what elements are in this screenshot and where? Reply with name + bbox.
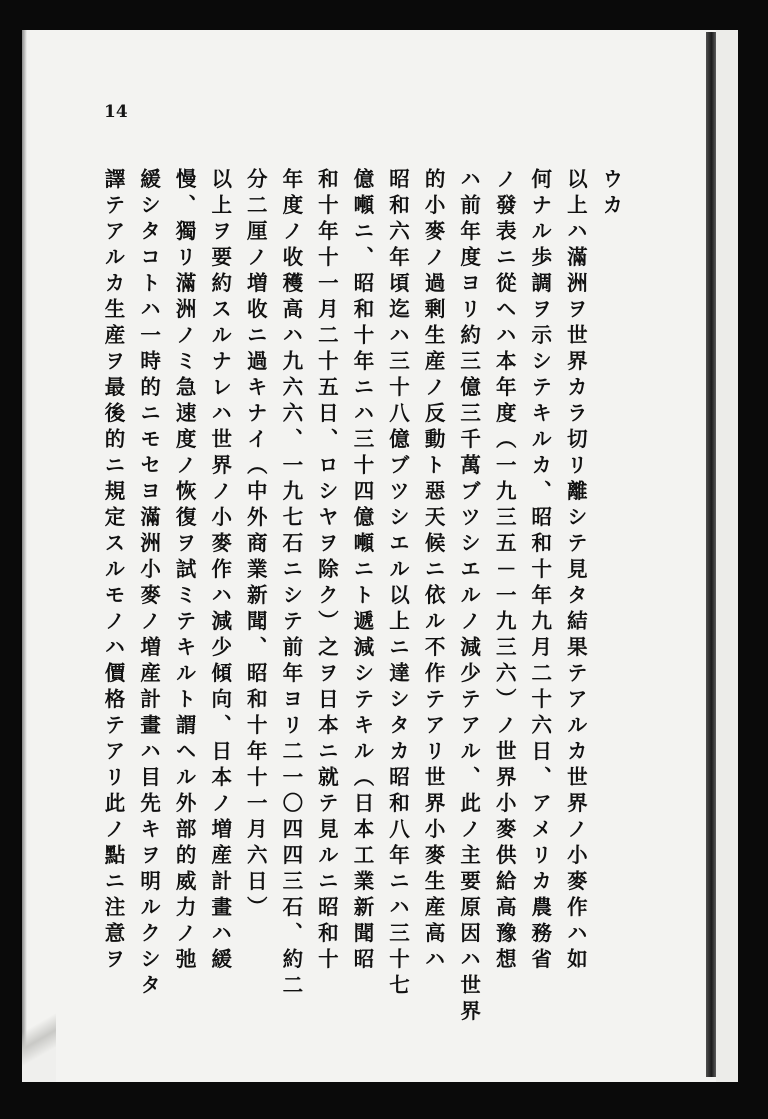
text-column-8: 億噸ニ、昭和十年ニハ三十四億噸ニト遞減シテキル（日本工業新聞昭 bbox=[349, 168, 374, 974]
vertical-text-body bbox=[101, 168, 623, 1026]
page-fold-corner bbox=[22, 986, 56, 1082]
text-column-4: ノ發表ニ從ヘハ本年度（一九三五－一九三六）ノ世界小麥供給高豫想 bbox=[492, 168, 517, 974]
page-left-edge-shadow bbox=[22, 30, 27, 1082]
page-number: 14 bbox=[104, 102, 128, 122]
text-column-2: 以上ハ滿洲ヲ世界カラ切リ離シテ見タ結果テアルカ世界ノ小麥作ハ如 bbox=[563, 168, 588, 974]
page-binding-edge bbox=[706, 32, 716, 1077]
text-column-12: 以上ヲ要約スルナレハ世界ノ小麥作ハ減少傾向、日本ノ増産計畫ハ緩 bbox=[207, 168, 232, 974]
text-column-14: 緩シタコトハ一時的ニモセヨ滿洲小麥ノ増産計畫ハ目先キヲ明ルクシタ bbox=[136, 168, 161, 1000]
text-column-10: 年度ノ收穫高ハ九六六、一九七石ニシテ前年ヨリ二一〇四四三石、約二 bbox=[278, 168, 303, 1000]
text-column-3: 何ナル歩調ヲ示シテキルカ、昭和十年九月二十六日、アメリカ農務省 bbox=[527, 168, 552, 974]
text-column-5: ハ前年度ヨリ約三億三千萬ブツシエルノ減少テアル、此ノ主要原因ハ世界 bbox=[456, 168, 481, 1026]
text-column-1: ウカ bbox=[598, 168, 623, 220]
text-column-9: 和十年十一月二十五日、ロシヤヲ除ク）之ヲ日本ニ就テ見ルニ昭和十 bbox=[314, 168, 339, 974]
text-column-11: 分二厘ノ増收ニ過キナイ（中外商業新聞、昭和十年十一月六日） bbox=[243, 168, 268, 922]
text-column-13: 慢、獨リ滿洲ノミ急速度ノ恢復ヲ試ミテキルト謂ヘル外部的威力ノ弛 bbox=[172, 168, 197, 974]
text-column-7: 昭和六年頃迄ハ三十八億ブツシエル以上ニ達シタカ昭和八年ニハ三十七 bbox=[385, 168, 410, 1000]
text-column-15: 譯テアルカ生産ヲ最後的ニ規定スルモノハ價格テアリ此ノ點ニ注意ヲ bbox=[101, 168, 125, 974]
text-column-6: 的小麥ノ過剰生産ノ反動ト惡天候ニ依ル不作テアリ世界小麥生産高ハ bbox=[421, 168, 446, 974]
next-page-strip bbox=[716, 30, 738, 1082]
